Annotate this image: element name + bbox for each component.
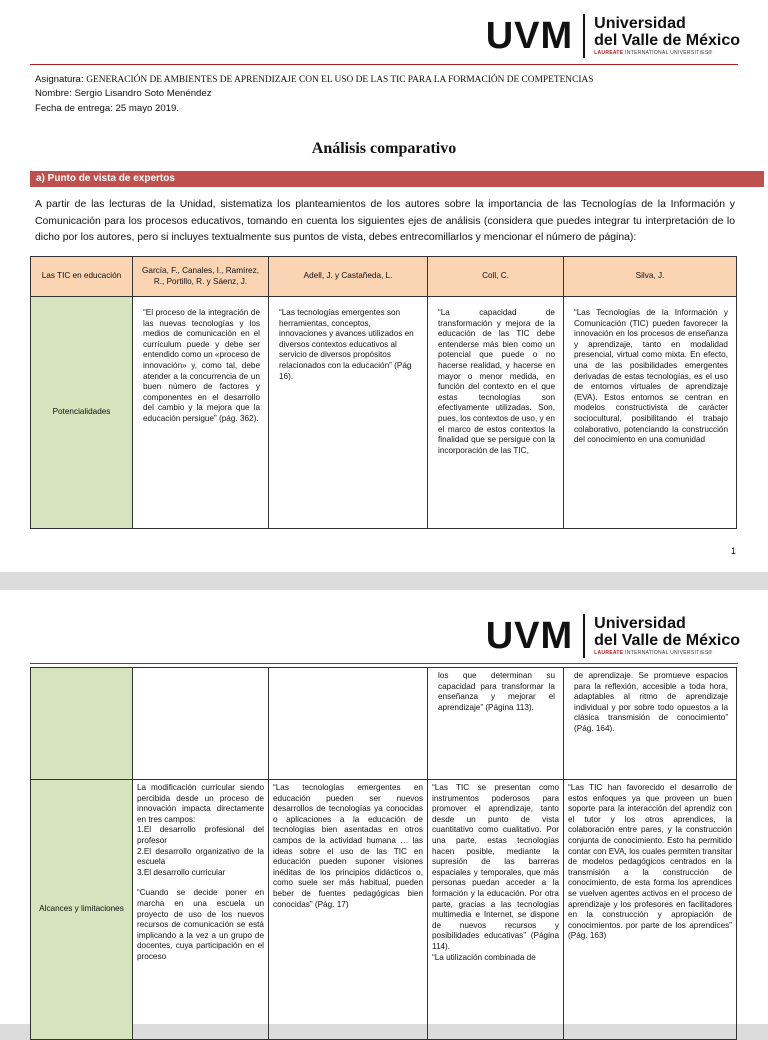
laureate-bold: LAUREATE: [594, 650, 624, 656]
logo-line-2: del Valle de México: [594, 632, 740, 649]
cell-coll-potencialidades: “La capacidad de transformación y mejora de la educación de las TIC debe entenderse más bien como un potencial que puede o no hacerse realidad, y hacerse en mayor o menor medida, en función del contexto en el que estas tecnologías son efectivamente utilizadas. Son, pues, los contextos de uso, y en el marco de estos contextos la finalidad que se persigue con la incorporación de las TIC,: [428, 297, 564, 529]
asignatura-line: [35, 73, 593, 87]
row-label-cont: [31, 668, 133, 780]
coll-quote-1: “Las TIC se presentan como instrumentos poderosos para promover el aprendizaje, tanto desde un punto de vista cuantitativo como cualitativo. Por una parte, estas tecnologías hacen posible, mediante la supresión de las barreras espaciales y temporales, que más personas puedan acceder a la formación y la educación. Por otra parte, gracias a las tecnologías multimedia e Internet, se dispone de nuevos recursos y posibilidades educativas” (Página 114).: [432, 783, 559, 951]
garcia-list-2: 2.El desarrollo organizativo de la escuela: [137, 846, 264, 867]
cell-silva-cont: de aprendizaje. Se promueve espacios para la reflexión, accesible a toda hora, adaptables al ritmo de aprendizaje individual y por sobre todo opuestos a la clásica transmisión de conocimiento” (Pág. 164).: [564, 668, 737, 780]
logo-line-1: Universidad: [594, 15, 686, 32]
logo-laureate: [594, 49, 740, 57]
col-header-garcia: García, F., Canales, I., Ramírez, R., Portillo, R. y Sáenz, J.: [133, 257, 269, 297]
cell-silva-potencialidades: “Las Tecnologías de la Información y Comunicación (TIC) pueden favorecer la innovación en los procesos de enseñanza y aprendizaje, tanto en modalidad presencial, virtual como mixta. En efecto, una de las posibilidades emergentes derivadas de estas tecnologías, es el uso de entornos virtuales de aprendizaje (EVA). Estos entornos se centran en modelos constructivista de carácter sociocultural, posibilitando el trabajo colaborativo, potenciando la construcción del conocimiento en una comunidad: [564, 297, 737, 529]
cell-garcia-cont: [133, 668, 269, 780]
intro-paragraph: A partir de las lecturas de la Unidad, sistematiza los planteamientos de los autores sobre la importancia de las Tecnologías de la Información y Comunicación para los procesos educativos, tomando en cuenta los siguientes ejes de análisis (considera que puedes integrar tu interpretación de lo dicho por los autores, pero si incluyes textualmente sus puntos de vista, debes entrecomillarlos y mencionar el número de página):: [35, 199, 735, 243]
coll-quote-2: “La utilización combinada de: [432, 952, 536, 962]
cell-adell-cont: [269, 668, 428, 780]
header-divider: [30, 663, 738, 664]
logo-divider: [583, 614, 585, 658]
table-row-potencialidades-cont: [31, 668, 737, 780]
row-label-alcances: Alcances y limitaciones: [31, 780, 133, 1040]
cell-silva-alcances: “Las TIC han favorecido el desarrollo de estos enfoques ya que proveen un buen soporte para la interacción del aprendiz con el tutor y los otros aprendices, la colaboración entre pares, y la construcción conjunta de conocimiento. Esto ha permitido contar con EVA, los cuales permiten transitar de modelos pedagógicos centrados en la transmisión a la construcción de conocimiento, de esta forma los aprendices se vuelven agentes activos en el proceso de aprendizaje y los profesores en facilitadores en la construcción y apropiación de conocimientos. por parte de los aprendices” (Pág. 163): [564, 780, 737, 1040]
asignatura-value: GENERACIÓN DE AMBIENTES DE APRENDIZAJE CON EL USO DE LAS TIC PARA LA FORMACIÓN DE COMPETENCIAS: [86, 75, 594, 85]
header-divider: [30, 64, 738, 65]
col-header-adell: Adell, J. y Castañeda, L.: [269, 257, 428, 297]
logo-name: [594, 615, 740, 657]
asignatura-label: Asignatura:: [35, 74, 87, 85]
comparison-table-continued: [30, 667, 737, 1040]
logo-laureate: [594, 649, 740, 657]
laureate-rest: INTERNATIONAL UNIVERSITIES®: [623, 650, 713, 656]
garcia-intro: La modificación curricular siendo percibida desde un proceso de innovación impacta directamente en tres campos:: [137, 783, 264, 824]
cell-garcia-potencialidades: “El proceso de la integración de las nuevas tecnologías y los medios de comunicación en el currículum puede y debe ser entendido como un «proceso de innovación» y, como tal, debe atender a la concurrencia de un buen número de factores y componentes en el desarrollo del cambio y la mejora que la educación persigue” (pág. 362).: [133, 297, 269, 529]
uvm-logo: [486, 614, 740, 658]
garcia-list-3: 3.El desarrollo curricular: [137, 867, 226, 877]
section-heading: a) Punto de vista de expertos: [30, 171, 764, 187]
logo-name: [594, 15, 740, 57]
table-row-alcances: [31, 780, 737, 1040]
cell-adell-potencialidades: “Las tecnologías emergentes son herramientas, conceptos, innovaciones y avances utilizados en diversos contextos educativos al servicio de diversos propósitos relacionados con la educación” (Pág 16).: [269, 297, 428, 529]
logo-mark: UVM: [485, 615, 574, 657]
page-title: Análisis comparativo: [311, 140, 457, 157]
cell-coll-alcances: [428, 780, 564, 1040]
col-header-tic: Las TIC en educación: [31, 257, 133, 297]
col-header-silva: Silva, J.: [564, 257, 737, 297]
laureate-rest: INTERNATIONAL UNIVERSITIES®: [623, 50, 713, 56]
logo-divider: [583, 14, 585, 58]
uvm-logo: [486, 14, 740, 58]
cell-adell-alcances: “Las tecnologías emergentes en educación pueden ser nuevos desarrollos de tecnologías ya conocidas o aplicaciones a la educación de tecnologías bien asentadas en otros campos de la actividad humana … las ideas sobre el uso de las TIC en educación pueden suponer visiones inéditas de los principios didácticos o, como suele ser más habitual, pueden beber de fuentes pedagógicas bien conocidas” (Pág. 17): [269, 780, 428, 1040]
table-row-potencialidades: [31, 297, 737, 529]
logo-mark: UVM: [485, 15, 574, 57]
student-name: Nombre: Sergio Lisandro Soto Menéndez: [35, 88, 212, 99]
cell-garcia-alcances: [133, 780, 269, 1040]
garcia-quote: “Cuando se decide poner en marcha en una escuela un proyecto de uso de los nuevos recursos de comunicación se está implicando a la vez a un grupo de docentes, cuya participación en el proceso: [137, 888, 264, 961]
page-number: 1: [730, 546, 736, 556]
row-label-potencialidades: Potencialidades: [31, 297, 133, 529]
laureate-bold: LAUREATE: [594, 50, 624, 56]
cell-coll-cont: los que determinan su capacidad para transformar la enseñanza y mejorar el aprendizaje” (Página 113).: [428, 668, 564, 780]
garcia-list-1: 1.El desarrollo profesional del profesor: [137, 825, 264, 845]
col-header-coll: Coll, C.: [428, 257, 564, 297]
logo-line-2: del Valle de México: [594, 32, 740, 49]
logo-line-1: Universidad: [594, 615, 686, 632]
comparison-table: [30, 256, 737, 529]
table-header-row: [31, 257, 737, 297]
due-date: Fecha de entrega: 25 mayo 2019.: [35, 103, 180, 114]
